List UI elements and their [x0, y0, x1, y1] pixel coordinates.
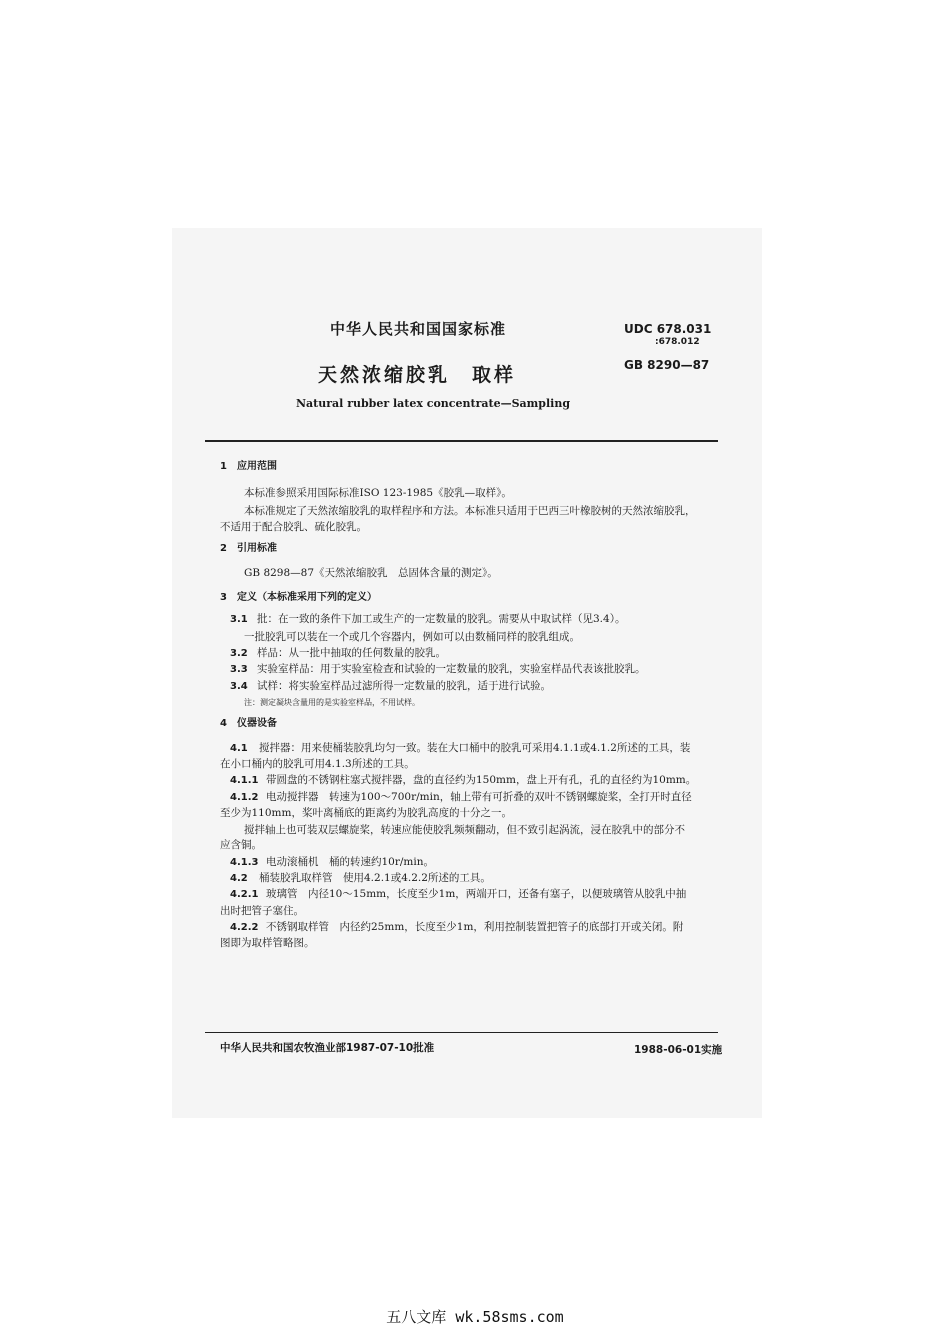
paragraph: 至少为110mm，桨叶离桶底的距离约为胶乳高度的十分之一。 — [220, 807, 512, 819]
gb-number: GB 8290—87 — [624, 358, 710, 372]
paragraph: 电动搅拌器 转速为100～700r/min，轴上带有可折叠的双叶不锈钢螺旋桨，全打开时直径 — [266, 791, 692, 803]
section-heading: 2 引用标准 — [220, 543, 277, 554]
paragraph: 本标准规定了天然浓缩胶乳的取样程序和方法。本标准只适用于巴西三叶橡胶树的天然浓缩胶乳， — [244, 505, 696, 517]
section-heading: 1 应用范围 — [220, 461, 277, 472]
paragraph: 出时把管子塞住。 — [220, 905, 304, 917]
paragraph: 试样：将实验室样品过滤所得一定数量的胶乳，适于进行试验。 — [257, 680, 551, 692]
paragraph: 搅拌轴上也可装双层螺旋桨，转速应能使胶乳频频翻动，但不致引起涡流，浸在胶乳中的部分不 — [244, 824, 685, 836]
clause-number: 4.2.1 — [230, 889, 259, 900]
clause-number: 4.2 — [230, 873, 248, 884]
paragraph: 本标准参照采用国际标准ISO 123-1985《胶乳—取样》。 — [244, 487, 512, 499]
approval-line: 中华人民共和国农牧渔业部1987-07-10批准 — [220, 1042, 435, 1054]
clause-number: 4.1 — [230, 743, 248, 754]
paragraph: 搅拌器：用来使桶装胶乳均匀一致。装在大口桶中的胶乳可采用4.1.1或4.1.2所述的工具，装 — [259, 742, 691, 754]
clause-number: 3.3 — [230, 664, 248, 675]
paragraph: GB 8298—87《天然浓缩胶乳 总固体含量的测定》。 — [244, 567, 498, 579]
clause-number: 4.1.2 — [230, 792, 259, 803]
section-heading: 3 定义（本标准采用下列的定义） — [220, 592, 377, 603]
section-heading: 4 仪器设备 — [220, 718, 277, 729]
paragraph: 带圆盘的不锈钢柱塞式搅拌器，盘的直径约为150mm，盘上开有孔，孔的直径约为10mm。 — [266, 774, 697, 786]
clause-number: 3.4 — [230, 681, 248, 692]
paragraph: 在小口桶内的胶乳可用4.1.3所述的工具。 — [220, 758, 415, 770]
clause-number: 4.1.3 — [230, 857, 259, 868]
document-title-en: Natural rubber latex concentrate—Sampling — [296, 397, 571, 410]
note: 注：测定凝块含量用的是实验室样品，不用试样。 — [244, 698, 420, 707]
paragraph: 样品：从一批中抽取的任何数量的胶乳。 — [257, 647, 446, 659]
header-rule — [205, 440, 718, 442]
clause-number: 3.1 — [230, 614, 248, 625]
paragraph: 玻璃管 内径10～15mm，长度至少1m，两端开口，还备有塞子，以便玻璃管从胶乳中抽 — [266, 888, 687, 900]
paragraph: 批：在一致的条件下加工或生产的一定数量的胶乳。需要从中取试样（见3.4）。 — [257, 613, 626, 625]
country-standard-label: 中华人民共和国国家标准 — [330, 320, 507, 338]
clause-number: 4.1.1 — [230, 775, 259, 786]
clause-number: 3.2 — [230, 648, 248, 659]
clause-number: 4.2.2 — [230, 922, 259, 933]
paragraph: 电动滚桶机 桶的转速约10r/min。 — [266, 856, 434, 868]
site-watermark: 五八文库 wk.58sms.com — [386, 1308, 564, 1326]
paragraph: 应含铜。 — [220, 839, 262, 851]
paragraph: 实验室样品：用于实验室检查和试验的一定数量的胶乳，实验室样品代表该批胶乳。 — [257, 663, 646, 675]
udc-code: UDC 678.031 — [624, 322, 712, 336]
paragraph: 图即为取样管略图。 — [220, 937, 315, 949]
paragraph: 一批胶乳可以装在一个或几个容器内，例如可以由数桶同样的胶乳组成。 — [244, 631, 580, 643]
document-title-cn: 天然浓缩胶乳 取样 — [318, 364, 517, 386]
paragraph: 不适用于配合胶乳、硫化胶乳。 — [220, 521, 367, 533]
paragraph: 不锈钢取样管 内径约25mm，长度至少1m，利用控制装置把管子的底部打开或关闭。附 — [266, 921, 684, 933]
paragraph: 桶装胶乳取样管 使用4.2.1或4.2.2所述的工具。 — [259, 872, 491, 884]
implementation-date: 1988-06-01实施 — [634, 1044, 723, 1056]
footer-rule — [205, 1032, 718, 1033]
udc-code-secondary: :678.012 — [655, 337, 700, 347]
